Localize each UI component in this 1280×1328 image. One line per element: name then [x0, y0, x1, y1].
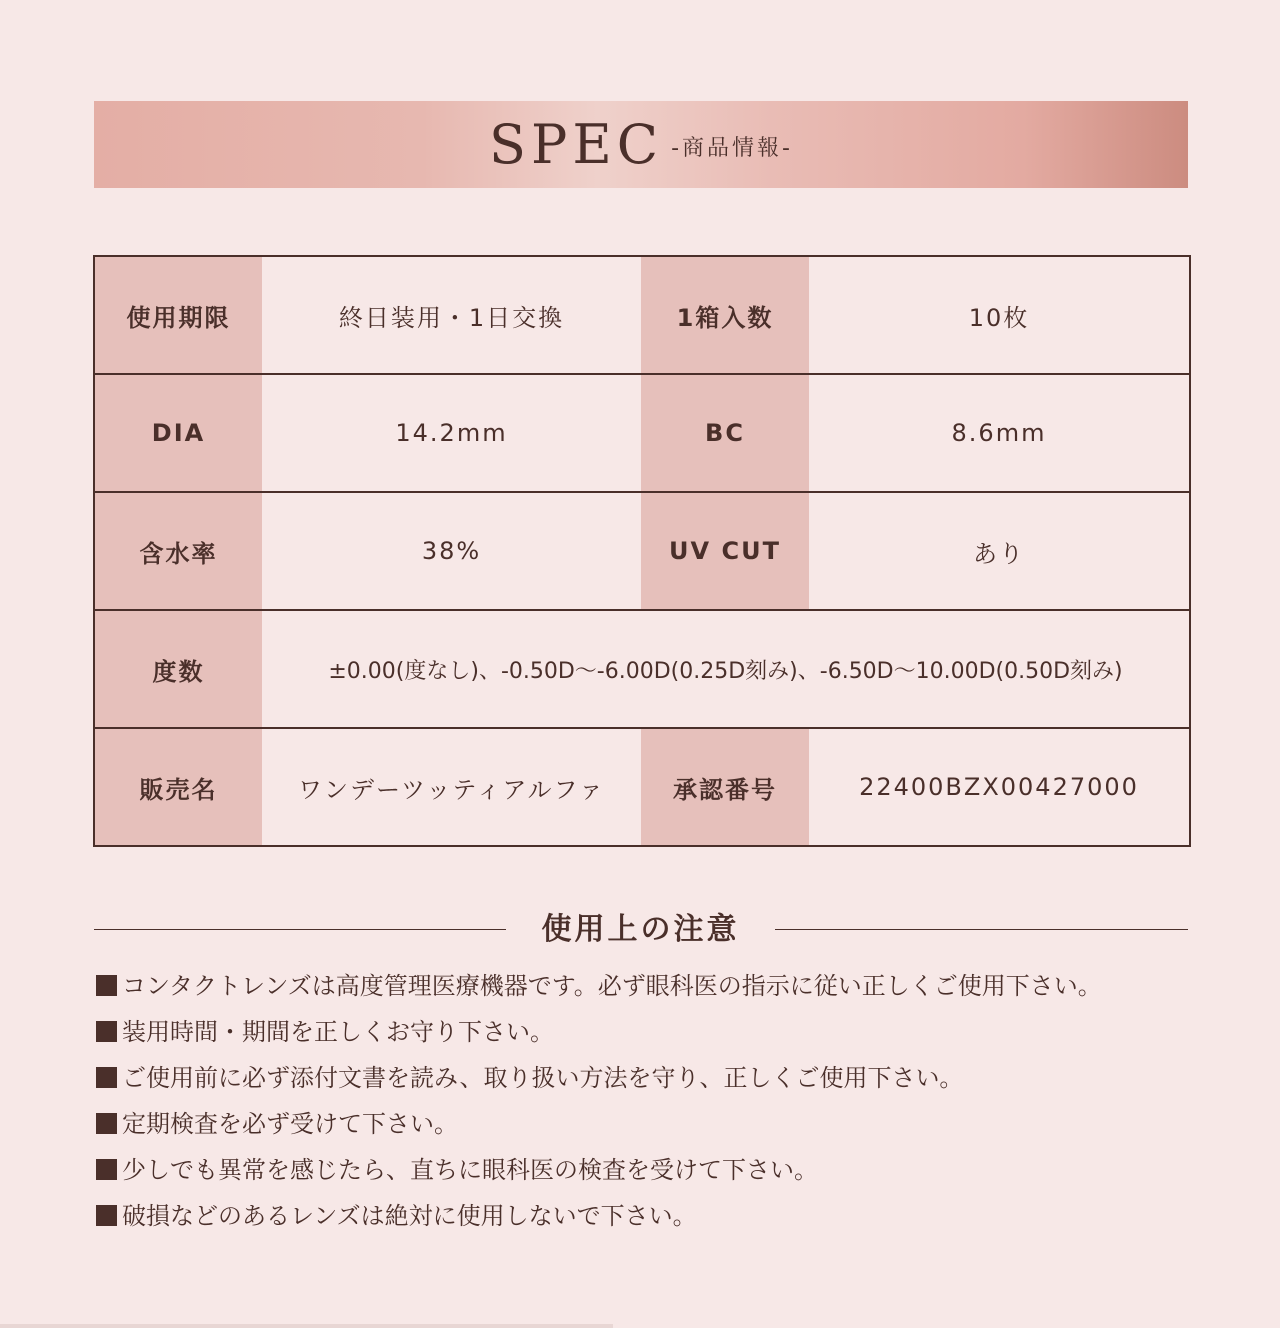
- notes-item-text: 破損などのあるレンズは絶対に使用しないで下さい。: [122, 1202, 697, 1230]
- spec-row-product: [94, 728, 1190, 846]
- notes-item-text: ご使用前に必ず添付文書を読み、取り扱い方法を守り、正しくご使用下さい。: [122, 1064, 964, 1092]
- spec-value-bc: 8.6mm: [809, 374, 1190, 492]
- spec-label-usage-period: 使用期限: [94, 256, 262, 374]
- spec-label-approval-number: 承認番号: [641, 728, 809, 846]
- notes-item: [96, 1104, 1196, 1150]
- square-bullet-icon: [96, 975, 117, 996]
- spec-row-size: [94, 374, 1190, 492]
- spec-value-approval-number: 22400BZX00427000: [809, 728, 1190, 846]
- spec-value-usage-period: 終日装用・1日交換: [262, 256, 641, 374]
- notes-divider-right: [775, 929, 1188, 930]
- bottom-strip: [0, 1324, 613, 1328]
- spec-title: SPEC: [489, 112, 664, 176]
- notes-item: [96, 1058, 1196, 1104]
- square-bullet-icon: [96, 1021, 117, 1042]
- spec-subtitle: -商品情報-: [671, 136, 793, 161]
- square-bullet-icon: [96, 1067, 117, 1088]
- notes-item-text: 装用時間・期間を正しくお守り下さい。: [122, 1018, 554, 1046]
- notes-item-text: 少しでも異常を感じたら、直ちに眼科医の検査を受けて下さい。: [122, 1156, 818, 1184]
- notes-item-text: 定期検査を必ず受けて下さい。: [122, 1110, 458, 1138]
- spec-value-product-name: ワンデーツッティアルファ: [262, 728, 641, 846]
- notes-list: [96, 966, 1196, 1242]
- square-bullet-icon: [96, 1205, 117, 1226]
- spec-value-uv-cut: あり: [809, 492, 1190, 610]
- notes-item: [96, 1012, 1196, 1058]
- spec-label-product-name: 販売名: [94, 728, 262, 846]
- spec-label-dia: DIA: [94, 374, 262, 492]
- notes-item: [96, 1150, 1196, 1196]
- spec-banner: [94, 101, 1188, 188]
- square-bullet-icon: [96, 1113, 117, 1134]
- spec-row-power: [94, 610, 1190, 728]
- spec-label-bc: BC: [641, 374, 809, 492]
- notes-title: 使用上の注意: [541, 912, 740, 947]
- spec-value-dia: 14.2mm: [262, 374, 641, 492]
- square-bullet-icon: [96, 1159, 117, 1180]
- notes-header: [94, 898, 1188, 954]
- spec-label-power: 度数: [94, 610, 262, 728]
- spec-value-power: ±0.00(度なし)、-0.50D〜-6.00D(0.25D刻み)、-6.50D〜10.00D(0.50D刻み): [262, 610, 1190, 728]
- spec-value-water-content: 38%: [262, 492, 641, 610]
- spec-row-usage: [94, 256, 1190, 374]
- spec-row-water: [94, 492, 1190, 610]
- spec-value-box-count: 10枚: [809, 256, 1190, 374]
- spec-label-uv-cut: UV CUT: [641, 492, 809, 610]
- spec-table: [93, 255, 1191, 847]
- spec-label-box-count: 1箱入数: [641, 256, 809, 374]
- notes-item-text: コンタクトレンズは高度管理医療機器です。必ず眼科医の指示に従い正しくご使用下さい。: [122, 972, 1102, 1000]
- spec-label-water-content: 含水率: [94, 492, 262, 610]
- notes-item: [96, 966, 1196, 1012]
- notes-divider-left: [94, 929, 506, 930]
- notes-item: [96, 1196, 1196, 1242]
